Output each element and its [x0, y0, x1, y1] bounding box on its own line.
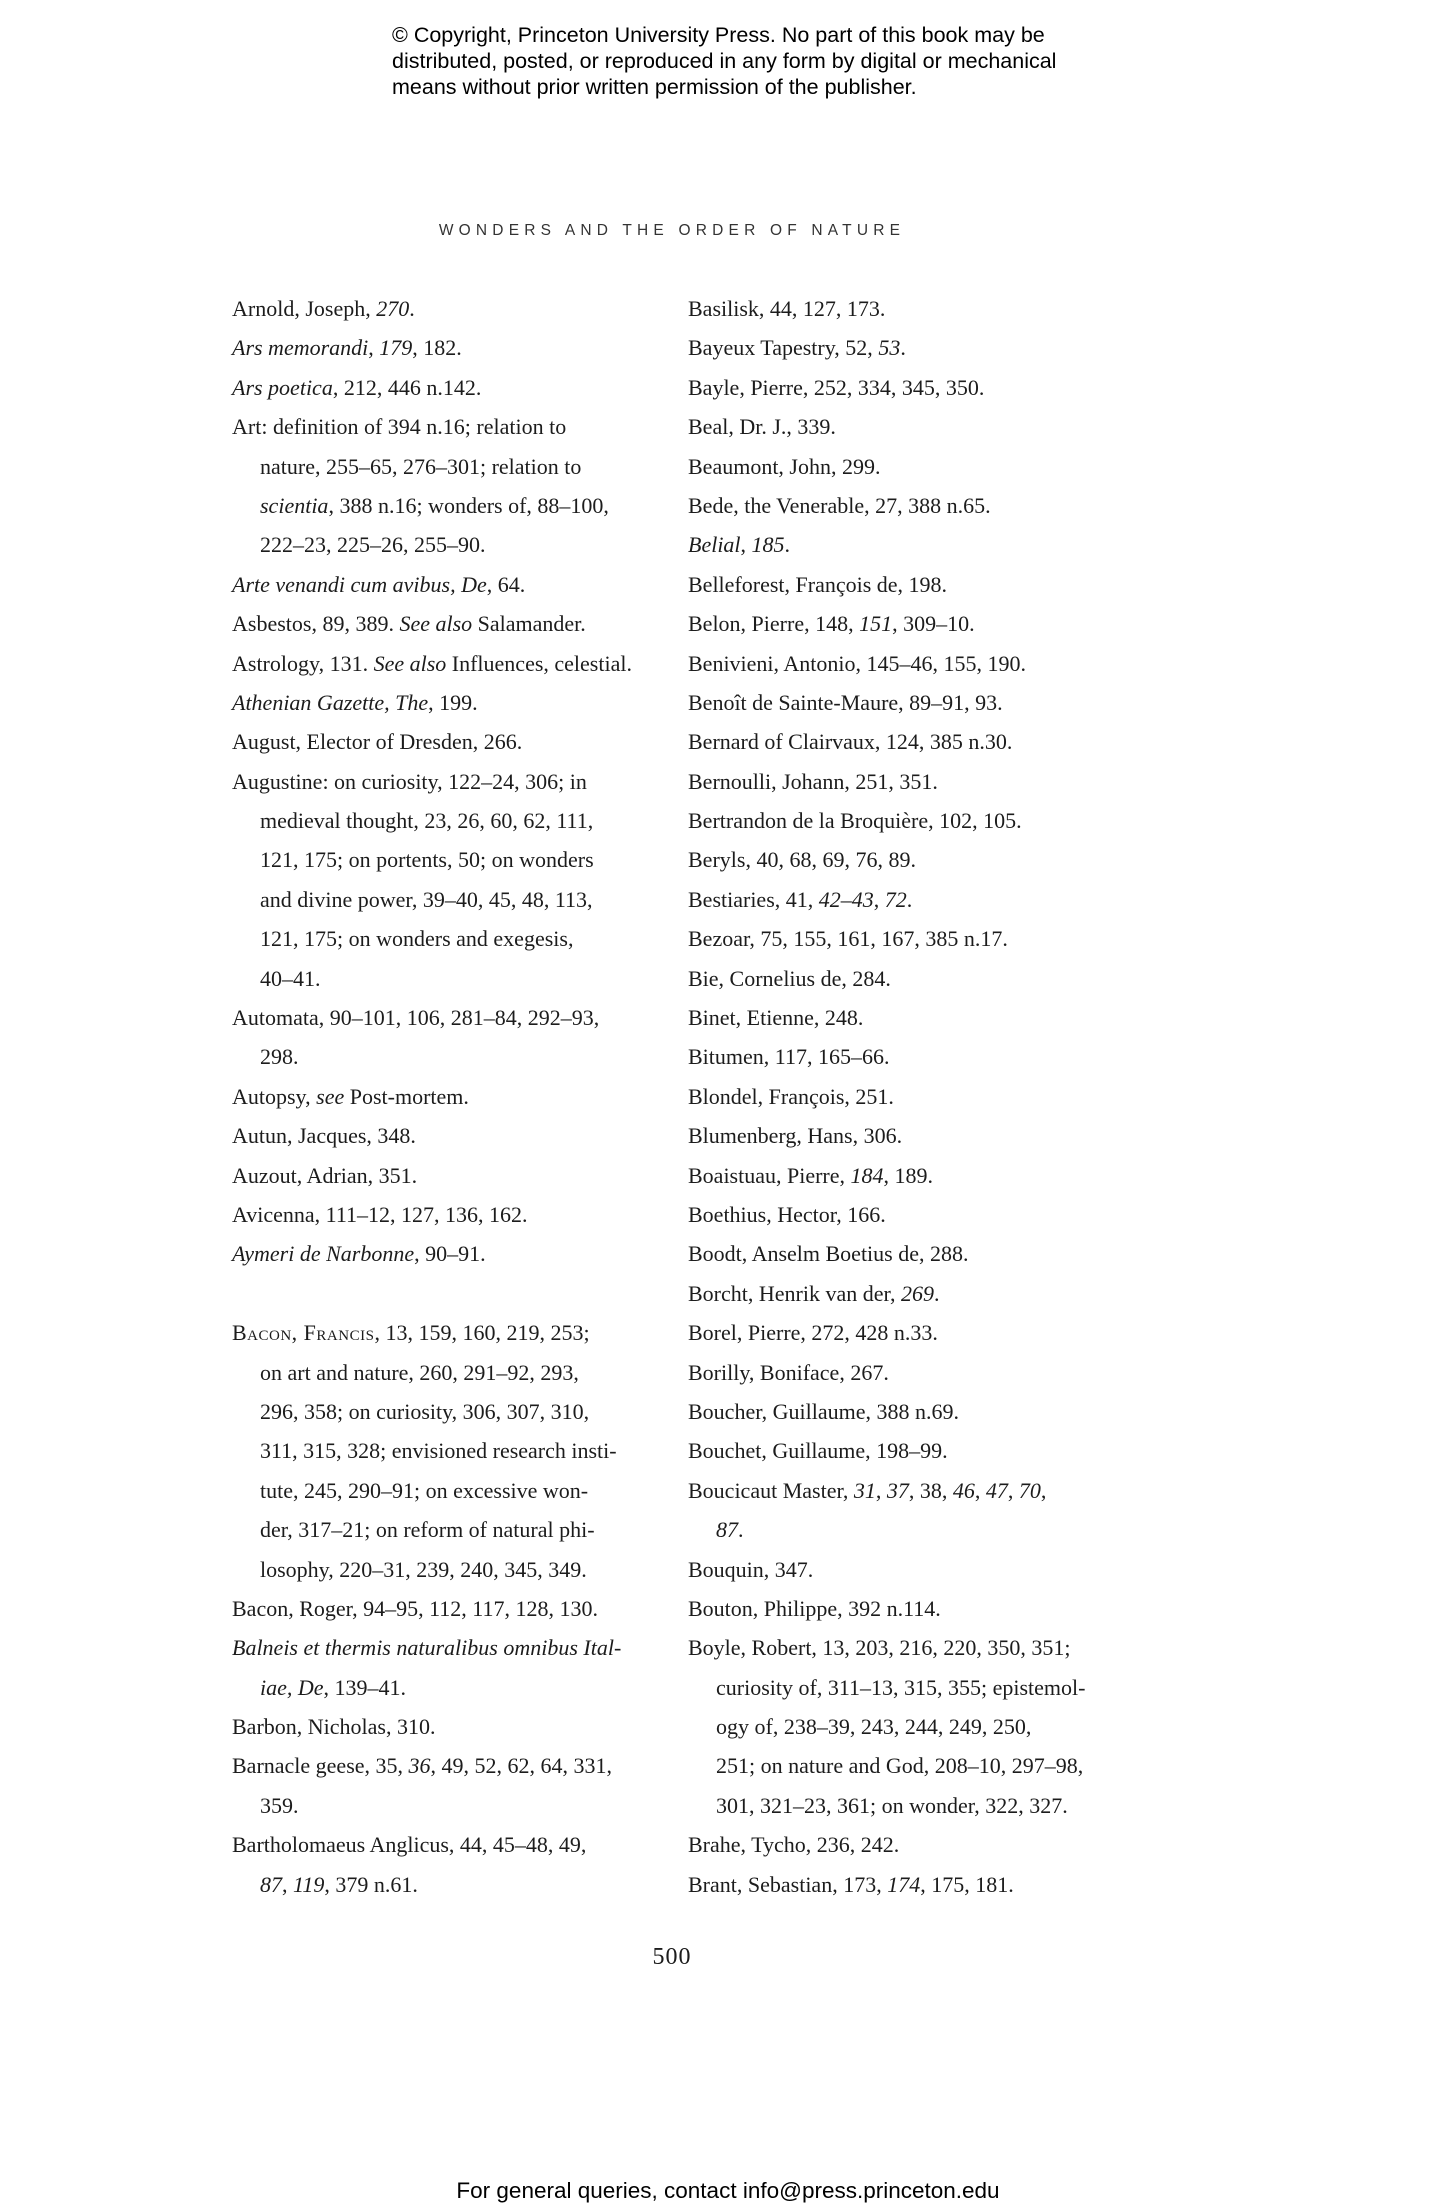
index-text: , 38, [908, 1477, 953, 1503]
index-text: 184 [850, 1162, 884, 1188]
index-text: Bacon, Francis [232, 1320, 375, 1346]
index-entry [688, 1431, 1118, 1470]
index-text: Asbestos, 89, 389. [232, 611, 400, 637]
index-text: Art: definition of 394 n.16; relation to [232, 414, 567, 440]
index-text: 301, 321–23, 361; on wonder, 322, 327. [716, 1792, 1068, 1818]
index-entry-continuation [232, 880, 662, 919]
index-text: , 199. [428, 689, 478, 715]
page-number: 500 [652, 1944, 692, 1970]
index-text: 87 [260, 1871, 282, 1897]
index-text: 40–41. [260, 965, 321, 991]
index-text: Brant, Sebastian, 173, [688, 1871, 888, 1897]
index-text: 121, 175; on portents, 50; on wonders [260, 847, 594, 873]
index-text: See also [373, 650, 447, 676]
index-text: 70 [1018, 1477, 1041, 1503]
index-text: Augustine: on curiosity, 122–24, 306; in [232, 768, 587, 794]
index-entry [688, 328, 1118, 367]
index-text: Bouquin, 347. [688, 1556, 814, 1582]
index-text: Arte venandi cum avibus, De [232, 571, 487, 597]
index-entry [688, 762, 1118, 801]
index-entry [688, 368, 1118, 407]
index-text: Bartholomaeus Anglicus, 44, 45–48, 49, [232, 1832, 587, 1858]
index-text: Influences, celestial. [446, 650, 632, 676]
index-entry [232, 1746, 662, 1785]
index-entry [688, 919, 1118, 958]
index-text: Arnold, Joseph, [232, 296, 377, 321]
index-text: scientia [260, 492, 329, 518]
index-text: Post-mortem. [344, 1083, 469, 1109]
index-entry-continuation [232, 1668, 662, 1707]
index-text: Bernoulli, Johann, 251, 351. [688, 768, 938, 794]
index-text: , 49, 52, 62, 64, 331, [430, 1753, 613, 1779]
index-entry-continuation [232, 1392, 662, 1431]
index-entry [232, 644, 662, 683]
index-text: 251; on nature and God, 208–10, 297–98, [716, 1753, 1084, 1779]
index-text: See also [399, 611, 473, 637]
index-entry [232, 1313, 662, 1352]
index-text: , [873, 886, 885, 912]
index-text: , [740, 532, 752, 558]
index-entry-continuation [232, 959, 662, 998]
index-text: nature, 255–65, 276–301; relation to [260, 453, 582, 479]
index-text: Bacon, Roger, 94–95, 112, 117, 128, 130. [232, 1595, 598, 1621]
index-entry [688, 1234, 1118, 1273]
index-text: Binet, Etienne, 248. [688, 1005, 864, 1031]
index-text: on art and nature, 260, 291–92, 293, [260, 1359, 579, 1385]
index-entry [232, 1234, 662, 1273]
index-text: Autopsy, [232, 1083, 317, 1109]
index-entry [688, 1628, 1118, 1667]
index-text: iae, De [260, 1674, 324, 1700]
index-text: Benoît de Sainte-Maure, 89–91, 93. [688, 689, 1003, 715]
index-text: Benivieni, Antonio, 145–46, 155, 190. [688, 650, 1026, 676]
index-text: Bestiaries, 41, [688, 886, 819, 912]
index-entry [232, 1825, 662, 1864]
index-entry [688, 1116, 1118, 1155]
index-text: , 182. [412, 335, 462, 361]
index-text: Brahe, Tycho, 236, 242. [688, 1832, 900, 1858]
index-text: Blondel, François, 251. [688, 1083, 894, 1109]
index-text: . [906, 886, 913, 912]
index-text: . [933, 1280, 940, 1306]
index-text: Ars poetica [232, 374, 333, 400]
index-text: 121, 175; on wonders and exegesis, [260, 926, 574, 952]
index-text: , 139–41. [323, 1674, 407, 1700]
index-text: 296, 358; on curiosity, 306, 307, 310, [260, 1398, 590, 1424]
index-text: , 13, 159, 160, 219, 253; [374, 1320, 590, 1346]
index-text: der, 317–21; on reform of natural phi- [260, 1517, 595, 1543]
index-text: Barnacle geese, 35, [232, 1753, 409, 1779]
index-text: and divine power, 39–40, 45, 48, 113, [260, 886, 593, 912]
index-entry [688, 880, 1118, 919]
index-text: Borel, Pierre, 272, 428 n.33. [688, 1320, 938, 1346]
index-text: Bertrandon de la Broquière, 102, 105. [688, 808, 1022, 834]
footer-contact: For general queries, contact info@press.princeton.edu [456, 2178, 1000, 2203]
index-text: Boyle, Robert, 13, 203, 216, 220, 350, 351; [688, 1635, 1071, 1661]
index-text: , 388 n.16; wonders of, 88–100, [328, 492, 609, 518]
index-text: , [1007, 1477, 1019, 1503]
index-entry [688, 722, 1118, 761]
index-entry-continuation [232, 1431, 662, 1470]
index-entry [688, 604, 1118, 643]
index-text: see [316, 1083, 345, 1109]
index-entry [688, 840, 1118, 879]
index-entry-continuation [232, 447, 662, 486]
index-text: Beal, Dr. J., 339. [688, 414, 836, 440]
index-text: Athenian Gazette, The [232, 689, 429, 715]
index-text: , [368, 335, 380, 361]
index-entry [688, 1353, 1118, 1392]
index-entry-continuation [232, 801, 662, 840]
index-text: Boaistuau, Pierre, [688, 1162, 851, 1188]
index-entry-continuation [232, 1786, 662, 1825]
index-entry-continuation [232, 1510, 662, 1549]
index-text: Balneis et thermis naturalibus omnibus Ital- [232, 1635, 622, 1661]
index-text: 47 [985, 1477, 1008, 1503]
index-text: Salamander. [472, 611, 586, 637]
index-text: . [784, 532, 791, 558]
index-entry [232, 1707, 662, 1746]
index-text: 359. [260, 1792, 299, 1818]
index-text: , [282, 1871, 293, 1897]
index-text: Autun, Jacques, 348. [232, 1123, 416, 1149]
index-text: 179 [379, 335, 413, 361]
index-text: 42–43 [818, 886, 874, 912]
index-entry [688, 447, 1118, 486]
index-entry [232, 368, 662, 407]
index-entry [688, 1471, 1118, 1510]
index-entry [232, 407, 662, 446]
index-entry [688, 1077, 1118, 1116]
index-entry-continuation [232, 486, 662, 525]
index-text: Aymeri de Narbonne [232, 1241, 415, 1267]
index-text: 311, 315, 328; envisioned research insti- [260, 1438, 617, 1464]
index-text: Belleforest, François de, 198. [688, 571, 948, 597]
index-text: , 212, 446 n.142. [332, 374, 482, 400]
index-entry [232, 1628, 662, 1667]
index-entry [688, 1825, 1118, 1864]
index-text: Beryls, 40, 68, 69, 76, 89. [688, 847, 916, 873]
index-text: Bitumen, 117, 165–66. [688, 1044, 890, 1070]
index-text: . [738, 1517, 744, 1543]
index-entry [688, 998, 1118, 1037]
index-entry [232, 604, 662, 643]
index-entry [232, 762, 662, 801]
index-column-right [688, 289, 1118, 1904]
index-text: Bouchet, Guillaume, 198–99. [688, 1438, 948, 1464]
index-entry-continuation [232, 1550, 662, 1589]
index-entry [688, 1550, 1118, 1589]
index-entry [232, 1195, 662, 1234]
index-entry [688, 1589, 1118, 1628]
index-entry [688, 1865, 1118, 1904]
index-text: Bezoar, 75, 155, 161, 167, 385 n.17. [688, 926, 1008, 952]
index-text: Bie, Cornelius de, 284. [688, 965, 891, 991]
index-text: Boucher, Guillaume, 388 n.69. [688, 1398, 960, 1424]
index-text: , 175, 181. [920, 1871, 1014, 1897]
index-entry [688, 644, 1118, 683]
index-text: Beaumont, John, 299. [688, 453, 881, 479]
index-entry [688, 959, 1118, 998]
index-entry-continuation [688, 1510, 1118, 1549]
index-entry-continuation [232, 1471, 662, 1510]
index-entry-continuation [232, 1353, 662, 1392]
index-entry [688, 1037, 1118, 1076]
index-entry [232, 1589, 662, 1628]
running-head: WONDERS AND THE ORDER OF NATURE [438, 222, 906, 239]
index-text: 151 [859, 611, 893, 637]
index-entry [688, 1195, 1118, 1234]
index-entry [688, 1156, 1118, 1195]
index-text: , 379 n.61. [324, 1871, 418, 1897]
copyright-line: © Copyright, Princeton University Press. No part of this book may be [392, 23, 1045, 47]
index-text: , [875, 1477, 887, 1503]
index-text: 298. [260, 1044, 299, 1070]
index-entry [232, 1156, 662, 1195]
index-text: 36 [408, 1753, 431, 1779]
index-text: Bernard of Clairvaux, 124, 385 n.30. [688, 729, 1013, 755]
index-text: tute, 245, 290–91; on excessive won- [260, 1477, 589, 1503]
index-text: Ars memorandi [232, 335, 369, 361]
copyright-line: means without prior written permission of the publisher. [392, 75, 917, 99]
index-text: 87 [716, 1517, 738, 1543]
index-entry [688, 289, 1118, 328]
index-text: , 189. [883, 1162, 934, 1188]
index-text: . [409, 296, 415, 321]
index-text: 72 [884, 886, 907, 912]
index-entry-continuation [232, 525, 662, 564]
index-text: , [1040, 1477, 1047, 1503]
index-text: ogy of, 238–39, 243, 244, 249, 250, [716, 1714, 1032, 1740]
index-text: 185 [751, 532, 785, 558]
index-entry [232, 683, 662, 722]
index-text: , [974, 1477, 986, 1503]
section-gap [232, 1274, 662, 1313]
index-text: Bayeux Tapestry, 52, [688, 335, 879, 361]
index-text: , 90–91. [414, 1241, 486, 1267]
index-entry [232, 998, 662, 1037]
index-entry [232, 289, 662, 328]
index-text: 270 [376, 296, 410, 321]
index-text: Astrology, 131. [232, 650, 374, 676]
index-entry [232, 328, 662, 367]
index-entry [688, 1274, 1118, 1313]
index-text: Barbon, Nicholas, 310. [232, 1714, 436, 1740]
index-text: Boethius, Hector, 166. [688, 1201, 886, 1227]
index-text: Bayle, Pierre, 252, 334, 345, 350. [688, 374, 985, 400]
index-entry [688, 407, 1118, 446]
index-text: 31 [853, 1477, 876, 1503]
index-entry-continuation [232, 1865, 662, 1904]
index-entry-continuation [232, 919, 662, 958]
index-entry-continuation [232, 1037, 662, 1076]
index-entry [688, 565, 1118, 604]
index-text: August, Elector of Dresden, 266. [232, 729, 523, 755]
index-text: Avicenna, 111–12, 127, 136, 162. [232, 1201, 528, 1227]
index-entry [688, 683, 1118, 722]
index-text: medieval thought, 23, 26, 60, 62, 111, [260, 808, 594, 834]
index-entry-continuation [688, 1707, 1118, 1746]
index-text: . [900, 335, 906, 361]
index-text: Boodt, Anselm Boetius de, 288. [688, 1241, 969, 1267]
index-text: Automata, 90–101, 106, 281–84, 292–93, [232, 1005, 600, 1031]
index-text: , 64. [486, 571, 526, 597]
index-text: Belon, Pierre, 148, [688, 611, 860, 637]
index-text: 53 [878, 335, 901, 361]
index-text: curiosity of, 311–13, 315, 355; epistemol- [716, 1674, 1086, 1700]
index-text: 46 [952, 1477, 975, 1503]
index-entry-continuation [688, 1746, 1118, 1785]
index-text: Bede, the Venerable, 27, 388 n.65. [688, 492, 991, 518]
index-text: losophy, 220–31, 239, 240, 345, 349. [260, 1556, 587, 1582]
index-text: Auzout, Adrian, 351. [232, 1162, 418, 1188]
index-text: 174 [887, 1871, 921, 1897]
index-entry-continuation [688, 1668, 1118, 1707]
copyright-notice [392, 22, 1112, 100]
index-entry-continuation [232, 840, 662, 879]
index-entry [688, 1392, 1118, 1431]
index-entry [232, 565, 662, 604]
index-text: Basilisk, 44, 127, 173. [688, 296, 886, 321]
index-text: 222–23, 225–26, 255–90. [260, 532, 486, 558]
index-entry [688, 525, 1118, 564]
index-entry [688, 486, 1118, 525]
copyright-line: distributed, posted, or reproduced in any form by digital or mechanical [392, 49, 1057, 73]
index-entry-continuation [688, 1786, 1118, 1825]
index-text: Blumenberg, Hans, 306. [688, 1123, 903, 1149]
index-text: 37 [886, 1477, 909, 1503]
index-text: , 309–10. [892, 611, 975, 637]
index-entry [232, 1116, 662, 1155]
index-text: Bouton, Philippe, 392 n.114. [688, 1595, 941, 1621]
index-entry [232, 1077, 662, 1116]
index-text: 269 [900, 1280, 934, 1306]
index-text: 119 [293, 1871, 325, 1897]
index-text: Borilly, Boniface, 267. [688, 1359, 889, 1385]
index-entry [688, 1313, 1118, 1352]
index-entry [232, 722, 662, 761]
index-text: Boucicaut Master, [688, 1477, 854, 1503]
index-text: Borcht, Henrik van der, [688, 1280, 901, 1306]
index-text: Belial [688, 532, 741, 558]
index-column-left [232, 289, 662, 1904]
index-entry [688, 801, 1118, 840]
